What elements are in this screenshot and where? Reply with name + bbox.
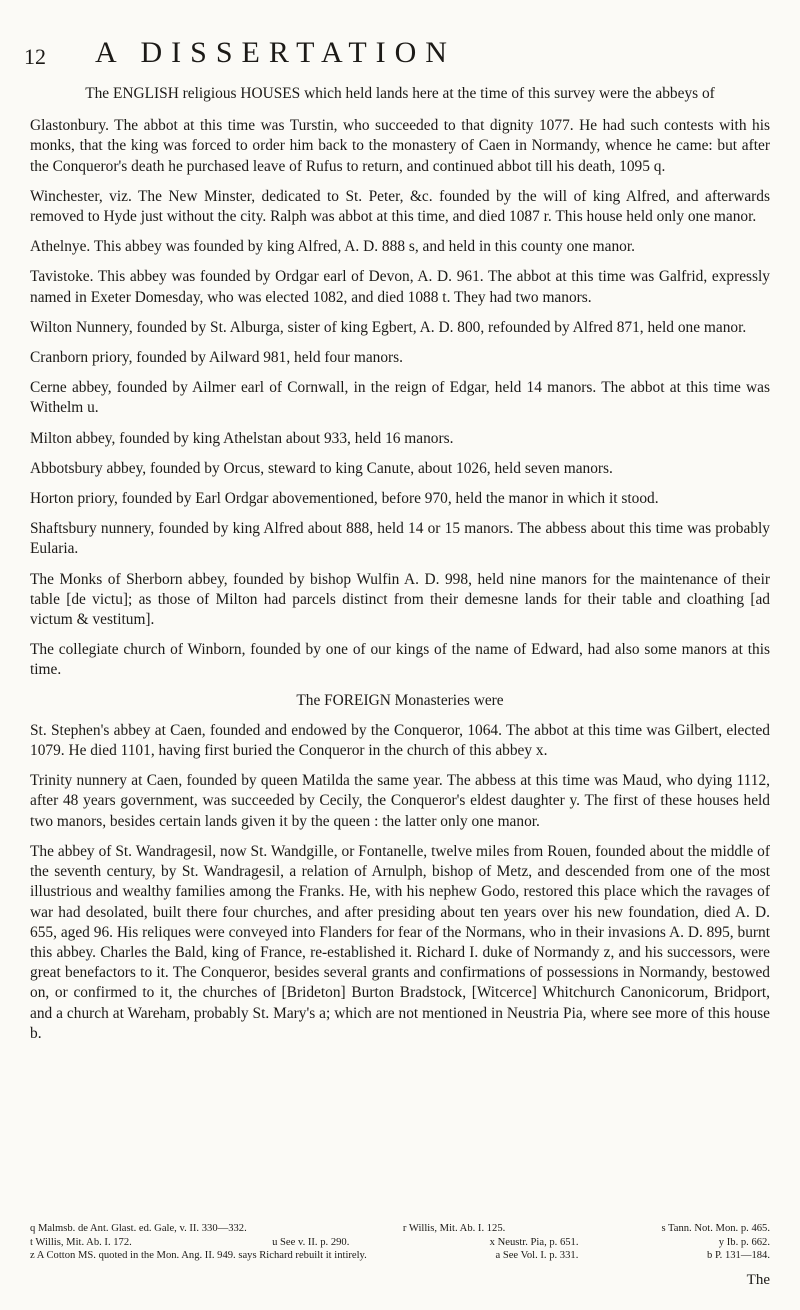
paragraph-winborn: The collegiate church of Winborn, founded by one of our kings of the name of Edward, had also some manors at this time.: [30, 641, 770, 679]
intro-paragraph: The ENGLISH religious HOUSES which held lands here at the time of this survey were the abbeys of: [85, 85, 715, 102]
footnote: z A Cotton MS. quoted in the Mon. Ang. II. 949. says Richard rebuilt it intirely.: [30, 1250, 367, 1261]
catchword: The: [746, 1272, 770, 1288]
footnote: r Willis, Mit. Ab. I. 125.: [402, 1223, 506, 1234]
footnote: t Willis, Mit. Ab. I. 172.: [30, 1236, 132, 1248]
paragraph-cerne: Cerne abbey, founded by Ailmer earl of Cornwall, in the reign of Edgar, held 14 manors. The abbot at this time was Withelm u.: [30, 379, 770, 417]
footnote: b P. 131—184.: [707, 1250, 770, 1261]
paragraph-trinity: Trinity nunnery at Caen, founded by queen Matilda the same year. The abbess at this time was Maud, who dying 1112, after 48 years government, was succeeded by Cecily, the Conqueror's eldest daughter y. The first of these houses held two manors, besides certain lands given it by the queen : the latter only one manor.: [30, 772, 770, 830]
foreign-heading: The FOREIGN Monasteries were: [296, 691, 504, 709]
paragraph-tavistoke: Tavistoke. This abbey was founded by Ordgar earl of Devon, A. D. 961. The abbot at this time was Galfrid, expressly named in Exeter Domesday, who was elected 1082, and died 1088 t. They had two manors.: [30, 268, 770, 306]
paragraph-milton: Milton abbey, founded by king Athelstan about 933, held 16 manors.: [30, 429, 454, 447]
footnote-row: [30, 1249, 770, 1263]
paragraph-st-stephen: St. Stephen's abbey at Caen, founded and endowed by the Conqueror, 1064. The abbot at this time was Gilbert, elected 1079. He died 1101, having first buried the Conqueror in the church of this abbey x.: [30, 721, 770, 760]
paragraph-winchester: Winchester, viz. The New Minster, dedicated to St. Peter, &c. founded by the will of king Alfred, and afterwards removed to Hyde just without the city. Ralph was abbot at this time, and died 1087 r. This house held only one manor.: [30, 187, 770, 226]
footnote: y Ib. p. 662.: [718, 1236, 770, 1248]
paragraph-glastonbury: Glastonbury. The abbot at this time was Turstin, who succeeded to that dignity 1077. He had such contests with his monks, that the king was forced to order him back to the monastery of Caen in Normandy, whence he came: but after the Conqueror's death he purchased leave of Rufus to return, and continued abbot till his death, 1095 q.: [30, 117, 770, 175]
footnote: u See v. II. p. 290.: [272, 1236, 350, 1248]
footnote: q Malmsb. de Ant. Glast. ed. Gale, v. II. 330—332.: [30, 1223, 247, 1234]
page-body: [30, 84, 770, 1054]
paragraph-cranborn: Cranborn priory, founded by Ailward 981, held four manors.: [30, 349, 404, 367]
footnote: x Neustr. Pia, p. 651.: [489, 1236, 579, 1248]
page-number: 12: [24, 44, 46, 69]
footnote-row: [30, 1222, 770, 1236]
paragraph-wandragesil: The abbey of St. Wandragesil, now St. Wandgille, or Fontanelle, twelve miles from Rouen, founded about the middle of the seventh century, by St. Wandragesil, a relation of Arnulph, bishop of Metz, and descended from one of the most illustrious and wealthy families among the Franks. He, with his nephew Godo, restored this place which the ravages of war had desolated, built there four churches, and after presiding about ten years over his new foundation, died A. D. 655, aged 96. His reliques were conveyed into Flanders for fear of the Normans, who in their invasions A. D. 895, burnt this abbey. Charles the Bald, king of France, re-established it. Richard I. duke of Normandy z, and his successors, were great benefactors to it. The Conqueror, besides several grants and confirmations of possessions in Normandy, bestowed on, or confirmed to it, the churches of [Brideton] Burton Bradstock, [Witcerce] Whitchurch Canonicorum, Bridport, and a church at Wareham, probably St. Mary's a; which are not mentioned in Neustria Pia, where see more of this house b.: [30, 842, 770, 1042]
paragraph-shaftsbury: Shaftsbury nunnery, founded by king Alfred about 888, held 14 or 15 manors. The abbess about this time was probably Eularia.: [30, 520, 770, 558]
footnote: a See Vol. I. p. 331.: [495, 1250, 579, 1261]
footnotes: [30, 1222, 770, 1263]
paragraph-horton: Horton priory, founded by Earl Ordgar abovementioned, before 970, held the manor in which it stood.: [30, 490, 659, 508]
paragraph-athelnye: Athelnye. This abbey was founded by king Alfred, A. D. 888 s, and held in this county one manor.: [30, 238, 635, 256]
paragraph-wilton: Wilton Nunnery, founded by St. Alburga, sister of king Egbert, A. D. 800, refounded by Alfred 871, held one manor.: [30, 318, 747, 336]
running-title: A DISSERTATION: [95, 36, 456, 69]
paragraph-abbotsbury: Abbotsbury abbey, founded by Orcus, steward to king Canute, about 1026, held seven manors.: [30, 459, 613, 477]
paragraph-sherborn: The Monks of Sherborn abbey, founded by bishop Wulfin A. D. 998, held nine manors for the maintenance of their table [de victu]; as those of Milton had parcels distinct from their demesne lands for their table and cloathing [ad victum & vestitum].: [30, 570, 770, 629]
footnote: s Tann. Not. Mon. p. 465.: [661, 1223, 770, 1234]
footnote-row: [30, 1236, 770, 1250]
